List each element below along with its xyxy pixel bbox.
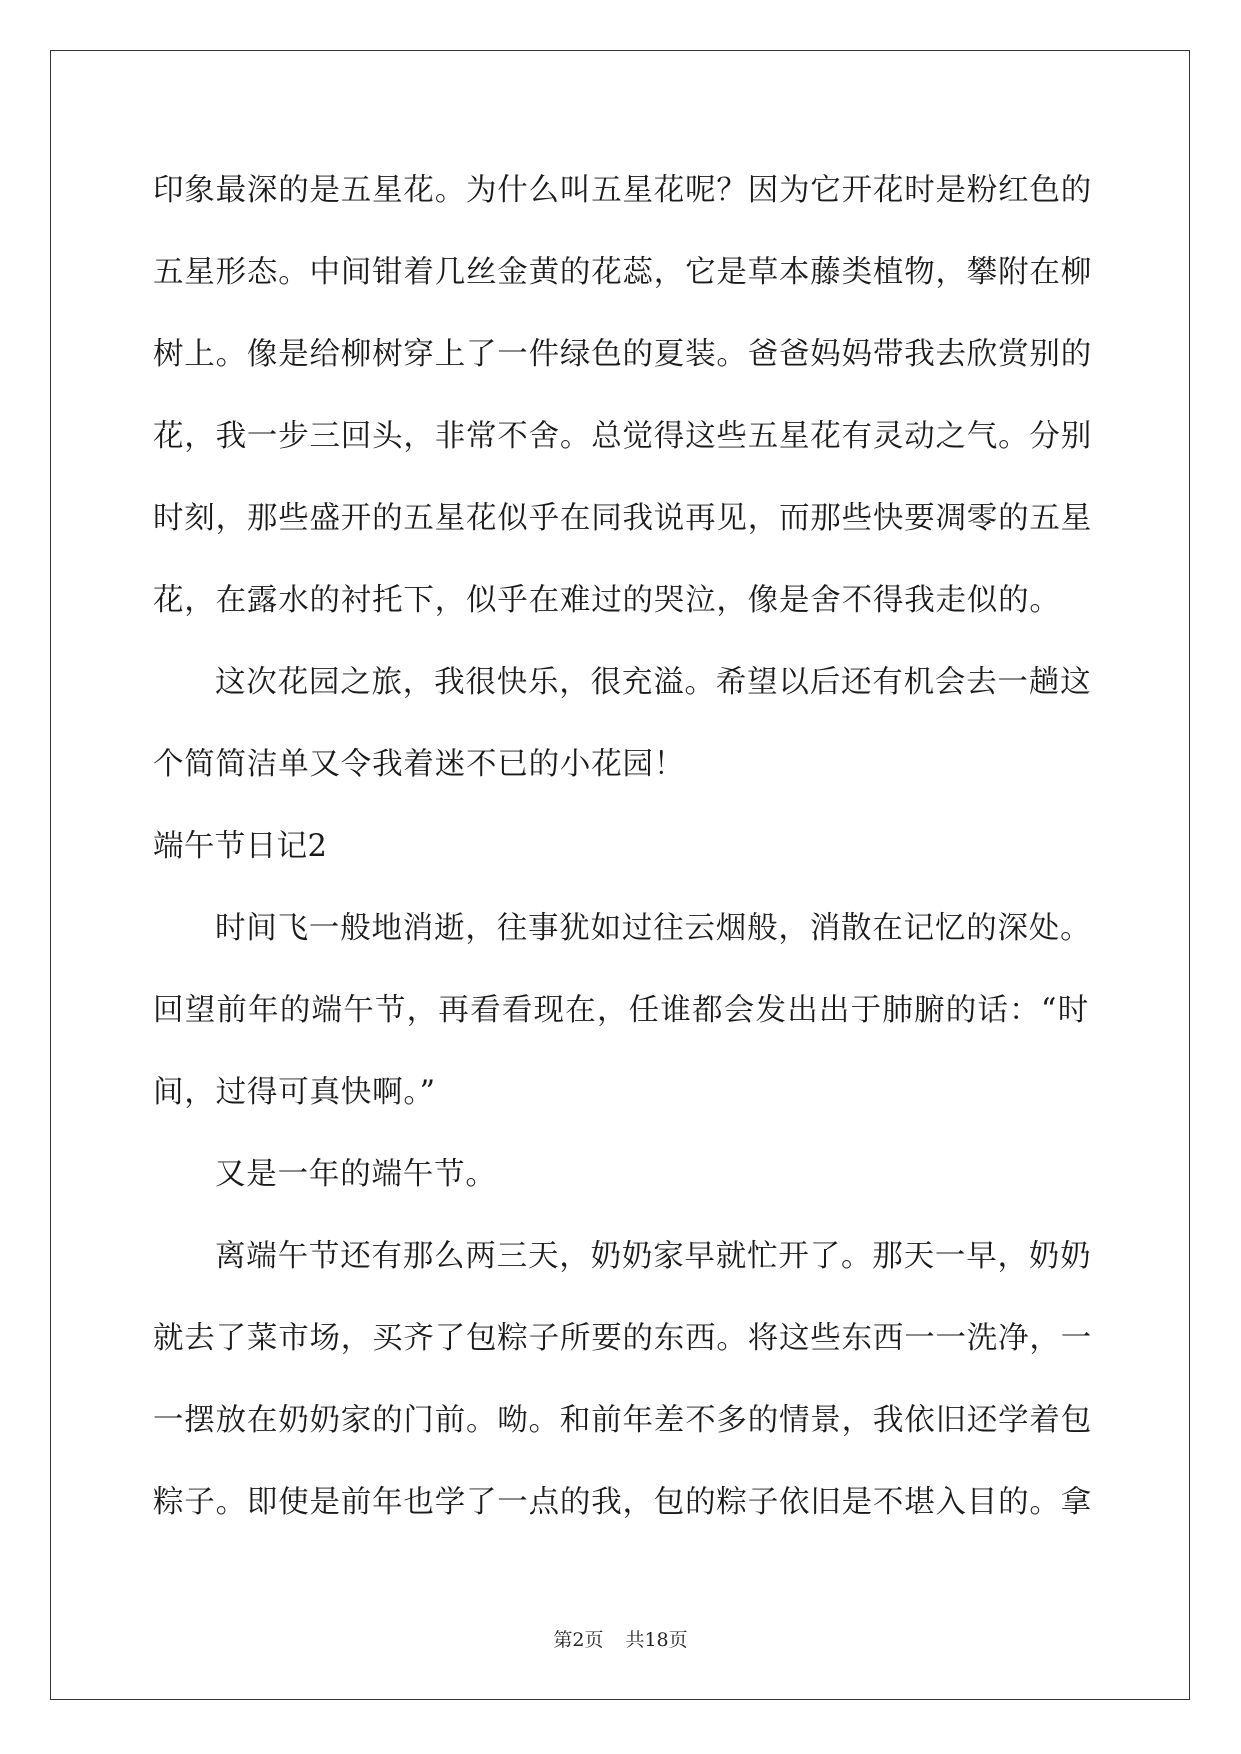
text-line: 时刻，那些盛开的五星花似乎在同我说再见，而那些快要凋零的五星: [153, 501, 1092, 536]
text-line: 间，过得可真快啊。”: [153, 1075, 436, 1110]
text-line: 就去了菜市场，买齐了包粽子所要的东西。将这些东西一一洗净，一: [153, 1321, 1092, 1356]
text-line: 树上。像是给柳树穿上了一件绿色的夏装。爸爸妈妈带我去欣赏别的: [153, 337, 1092, 372]
text-line: 花，在露水的衬托下，似乎在难过的哭泣，像是舍不得我走似的。: [153, 583, 1061, 618]
page-total: 共18页: [625, 1629, 688, 1651]
document-body: [153, 160, 1092, 1554]
text-line: 印象最深的是五星花。为什么叫五星花呢？因为它开花时是粉红色的: [153, 173, 1092, 208]
text-line: 这次花园之旅，我很快乐，很充溢。希望以后还有机会去一趟这: [215, 665, 1092, 700]
text-line: 一摆放在奶奶家的门前。呦。和前年差不多的情景，我依旧还学着包: [153, 1403, 1092, 1438]
text-line: 回望前年的端午节，再看看现在，任谁都会发出出于肺腑的话：“时: [153, 993, 1089, 1028]
text-line: 个简简洁单又令我着迷不已的小花园！: [153, 747, 686, 782]
text-line: 粽子。即使是前年也学了一点的我，包的粽子依旧是不堪入目的。拿: [153, 1485, 1092, 1520]
text-line: 又是一年的端午节。: [215, 1157, 497, 1192]
page-number: 第2页: [553, 1629, 604, 1651]
page-footer: [0, 1625, 1241, 1652]
text-line: 离端午节还有那么两三天，奶奶家早就忙开了。那天一早，奶奶: [215, 1239, 1092, 1274]
text-line: 五星形态。中间钳着几丝金黄的花蕊，它是草本藤类植物，攀附在柳: [153, 255, 1092, 290]
text-line: 花，我一步三回头，非常不舍。总觉得这些五星花有灵动之气。分别: [153, 419, 1092, 454]
text-line: 时间飞一般地消逝，往事犹如过往云烟般，消散在记忆的深处。: [215, 911, 1092, 946]
section-heading: 端午节日记2: [153, 829, 328, 864]
